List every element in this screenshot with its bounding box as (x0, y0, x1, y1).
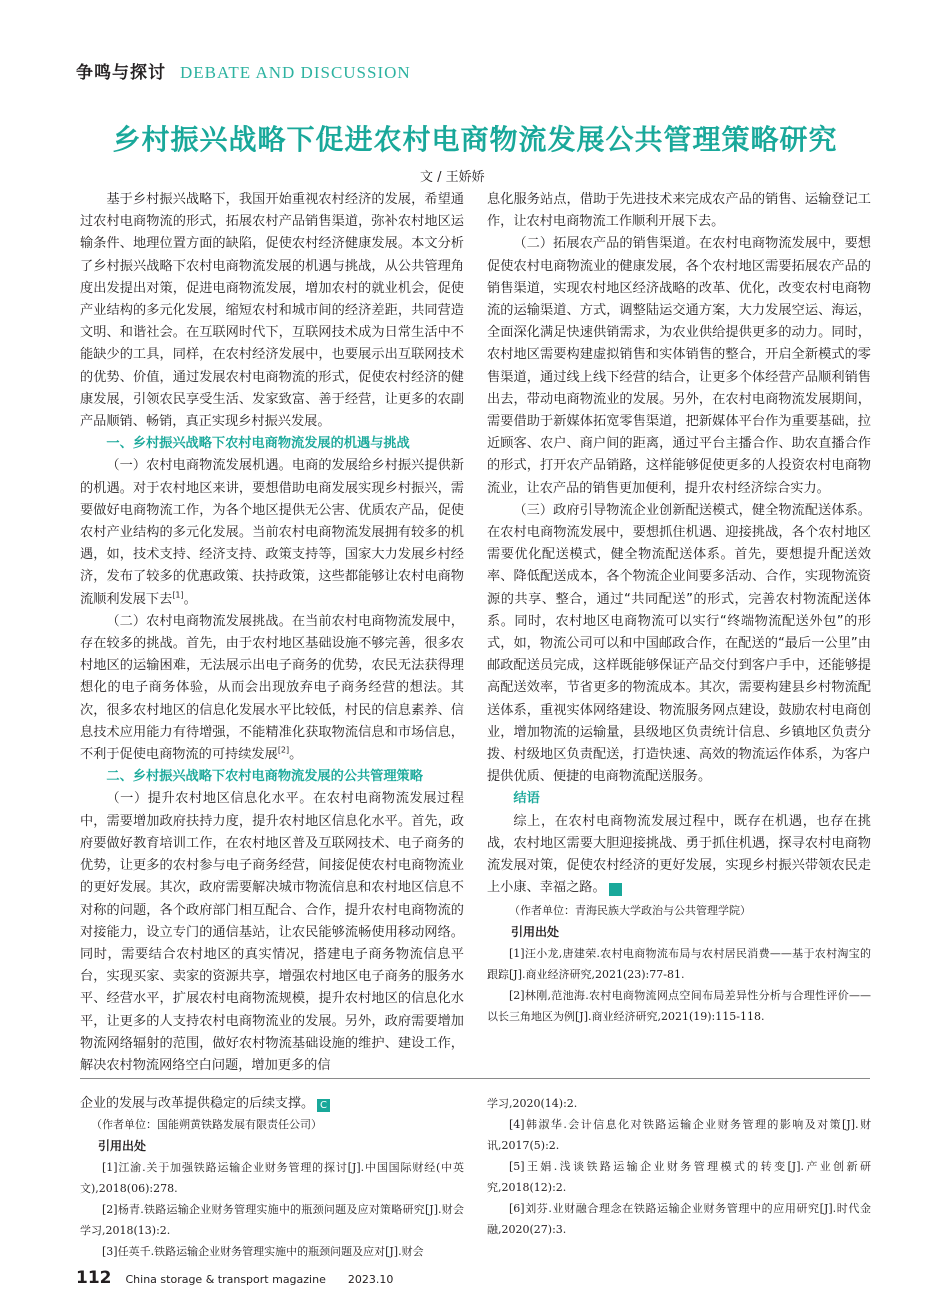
end-mark-icon: C (609, 883, 622, 896)
previous-article-ending: 企业的发展与改革提供稳定的后续支撑。 C (80, 1093, 464, 1114)
reference-item: [2]杨青.铁路运输企业财务管理实施中的瓶颈问题及应对策略研究[J].财会学习,2018(13):2. (80, 1203, 464, 1237)
body-paragraph: （二）拓展农产品的销售渠道。在农村电商物流发展中，要想促使农村电商物流业的健康发展，各个农村地区需要拓展农产品的销售渠道，实现农村地区经济战略的改革、优化，改变农村电商物流的运输渠道、方式，调整陆运交通方案，大力发展空运、海运，全面深化满足快速供销需求，为农业供给提供更多的动力。同时，农村地区需要构建虚拟销售和实体销售的整合，开启全新模式的零售渠道，通过线上线下经营的结合，让更多个体经营产品顺利销售出去，带动电商物流业的发展。另外，在农村电商物流发展期间，需要借助于新媒体拓宽零售渠道，把新媒体平台作为重要基础，拉近顾客、农户、商户间的距离，通过平台主播合作、助农直播合作的形式，打开农产品销路，这样能够促使更多的人投资农村电商物流业，让农产品的销售更加便利，提升农村经济综合实力。 (487, 236, 871, 496)
page-footer (76, 1268, 393, 1288)
body-paragraph: （一）提升农村地区信息化水平。在农村电商物流发展过程中，需要增加政府扶持力度，提升农村地区信息化水平。首先，政府要做好教育培训工作，在农村地区普及互联网技术、电子商务的优势，让更多的农村参与电子商务经营，间接促使农村电商物流业的更好发展。其次，政府需要解决城市物流信息和农村地区信息不对称的问题，各个政府部门相互配合、合作，提升农村电商物流的对接能力，设立专门的通信基站，让农民能够流畅使用移动网络。同时，需要结合农村地区的真实情况，搭建电子商务物流信息平台，实现买家、卖家的资源共享，增强农村地区电子商务的服务水平、经营水平，扩展农村电商物流规模，提升农村地区的信息化水平，让更多的人支持农村电商物流业的发展。另外，政府需要增加物流网络辐射的范围，做好农村物流基础设施的维护、建设工作，解决农村物流网络空白问题，增加更多的信 (80, 791, 464, 1073)
issue-date: 2023.10 (347, 1273, 394, 1286)
body-paragraph-continued: 息化服务站点，借助于先进技术来完成农产品的销售、运输登记工作，让农村电商物流工作顺利开展下去。 (487, 192, 871, 230)
reference-item: [1]汪小龙,唐建荣.农村电商物流布局与农村居民消费——基于农村淘宝的跟踪[J].商业经济研究,2021(23):77-81. (487, 946, 871, 981)
section-heading-1: 一、乡村振兴战略下农村电商物流发展的机遇与挑战 (106, 436, 410, 452)
reference-item: [6]刘芬.业财融合理念在铁路运输企业财务管理中的应用研究[J].时代金融,2020(27):3. (487, 1202, 871, 1236)
author-affiliation: （作者单位：青海民族大学政治与公共管理学院） (509, 903, 751, 917)
right-column (487, 189, 871, 1027)
bottom-right-column (487, 1093, 871, 1240)
conclusion-heading: 结语 (513, 791, 540, 807)
section-divider (80, 1078, 870, 1079)
reference-item: [5]王娟.浅谈铁路运输企业财务管理模式的转变[J].产业创新研究,2018(12):2. (487, 1160, 871, 1194)
end-mark-icon: C (317, 1099, 330, 1112)
reference-item: [1]江渝.关于加强铁路运输企业财务管理的探讨[J].中国国际财经(中英文),2018(06):278. (80, 1161, 464, 1195)
references-heading: 引用出处 (511, 924, 560, 939)
reference-item: [4]韩淑华.会计信息化对铁路运输企业财务管理的影响及对策[J].财讯,2017(5):2. (487, 1118, 871, 1152)
section-label-en: DEBATE AND DISCUSSION (180, 63, 411, 82)
body-paragraph: （二）农村电商物流发展挑战。在当前农村电商物流发展中，存在较多的挑战。首先，由于农村地区基础设施不够完善，很多农村地区的运输困难，无法展示出电子商务的优势，农民无法获得理想化的电子商务体验，从而会出现放弃电子商务经营的想法。其次，很多农村地区的信息化发展水平比较低，村民的信息素养、信息技术应用能力有待增强，不能精准化获取物流信息和市场信息，不利于促使电商物流的可持续发展[2]。 (80, 613, 464, 763)
citation-marker: [2] (277, 745, 290, 755)
article-author: 文 / 王娇娇 (420, 170, 485, 185)
bottom-left-column (80, 1093, 464, 1262)
reference-item-continued: 学习,2020(14):2. (487, 1097, 578, 1110)
article-title: 乡村振兴战略下促进农村电商物流发展公共管理策略研究 (112, 123, 838, 156)
section-heading-2: 二、乡村振兴战略下农村电商物流发展的公共管理策略 (106, 769, 423, 785)
body-paragraph: （三）政府引导物流企业创新配送模式，健全物流配送体系。在农村电商物流发展中，要想抓住机遇、迎接挑战，各个农村地区需要优化配送模式，健全物流配送体系。首先，要想提升配送效率、降低配送成本，各个物流企业间要多活动、合作，实现物流资源的共享、整合，通过“共同配送”的形式，完善农村物流配送体系。同时，农村地区电商物流可以实行“终端物流配送外包”的形式，如，物流公司可以和中国邮政合作，在配送的“最后一公里”由邮政配送员完成，这样既能够保证产品交付到客户手中，还能够提高配送效率，节省更多的物流成本。其次，需要构建县乡村物流配送体系，重视实体网络建设、物流服务网点建设，鼓励农村电商创业，增加物流的运输量，县级地区负责统计信息、乡镇地区负责分拨、村级地区负责配送，打造快速、高效的物流运作体系，为客户提供优质、便捷的电商物流配送服务。 (487, 502, 871, 785)
page-number: 112 (76, 1268, 112, 1288)
conclusion-paragraph: 综上，在农村电商物流发展过程中，既存在机遇，也存在挑战，农村地区需要大胆迎接挑战、勇于抓住机遇，探寻农村电商物流发展对策，促使农村经济的更好发展，实现乡村振兴带领农民走上小康、幸福之路。 C (487, 813, 871, 896)
magazine-name: China storage & transport magazine (125, 1273, 326, 1286)
references-heading: 引用出处 (98, 1139, 147, 1153)
citation-marker: [1] (172, 590, 184, 600)
reference-item: [3]任英千.铁路运输企业财务管理实施中的瓶颈问题及应对[J].财会 (102, 1245, 424, 1258)
left-column (80, 189, 464, 1077)
section-label-cn: 争鸣与探讨 (76, 63, 166, 83)
intro-paragraph: 基于乡村振兴战略下，我国开始重视农村经济的发展，希望通过农村电商物流的形式，拓展农村产品销售渠道，弥补农村地区运输条件、地理位置方面的缺陷，促使农村经济健康发展。本文分析了乡村振兴战略下农村电商物流发展的机遇与挑战，从公共管理角度出发提出对策，促进电商物流发展，增加农村的就业机会，促使产业结构的多元化发展，缩短农村和城市间的经济差距，共同营造文明、和谐社会。在互联网时代下，互联网技术成为日常生活中不能缺少的工具，同样，在农村经济发展中，也要展示出互联网技术的优势、价值，通过发展农村电商物流的形式，促使农村经济的健康发展，引领农民享受生活、发家致富、善于经营，让更多的农副产品顺销、畅销，真正实现乡村振兴发展。 (80, 192, 464, 430)
body-paragraph: （一）农村电商物流发展机遇。电商的发展给乡村振兴提供新的机遇。对于农村地区来讲，要想借助电商发展实现乡村振兴，需要做好电商物流工作，为各个地区提供无公害、优质农产品，促使农村产业结构的多元化发展。当前农村电商物流发展拥有较多的机遇，如，技术支持、经济支持、政策支持等，国家大力发展乡村经济，发布了较多的优惠政策、扶持政策，这些都能够让农村电商物流顺利发展下去[1]。 (80, 458, 464, 607)
section-header (76, 58, 411, 83)
author-affiliation: （作者单位：国能朔黄铁路发展有限责任公司） (91, 1118, 322, 1131)
reference-item: [2]林刚,范池海.农村电商物流网点空间布局差异性分析与合理性评价——以长三角地区为例[J].商业经济研究,2021(19):115-118. (487, 988, 871, 1023)
